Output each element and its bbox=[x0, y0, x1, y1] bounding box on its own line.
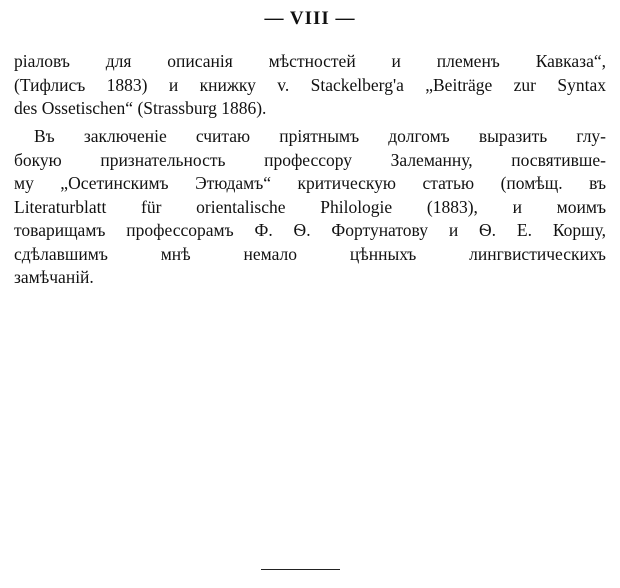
text-line: товарищамъ профессорамъ Ф. Ѳ. Фортунатову и Ѳ. Е. Коршу, bbox=[14, 220, 606, 240]
text-line: му „Осетинскимъ Этюдамъ“ критическую статью (помѣщ. въ bbox=[14, 173, 606, 193]
text-line: des Ossetischen“ (Strassburg 1886). bbox=[14, 98, 267, 118]
paragraph-1 bbox=[14, 50, 606, 121]
footer-divider bbox=[261, 569, 340, 570]
text-line: (Тифлисъ 1883) и книжку v. Stackelberg'a „Beiträge zur Syntax bbox=[14, 74, 606, 95]
text-line: бокую признательность профессору Залеманну, посвятивше- bbox=[14, 149, 606, 170]
text-line: Въ заключеніе считаю пріятнымъ долгомъ выразить глу- bbox=[34, 126, 606, 146]
text-line: Literaturblatt für orientalische Philologie (1883), и моимъ bbox=[14, 196, 606, 217]
text-line: ріаловъ для описанія мѣстностей и племенъ Кавказа“, bbox=[14, 51, 606, 71]
text-line: сдѣлавшимъ мнѣ немало цѣнныхъ лингвистическихъ bbox=[14, 243, 606, 264]
page-number-header: — VIII — bbox=[264, 8, 356, 29]
text-line: замѣчаній. bbox=[14, 267, 94, 287]
paragraph-2 bbox=[14, 125, 606, 290]
